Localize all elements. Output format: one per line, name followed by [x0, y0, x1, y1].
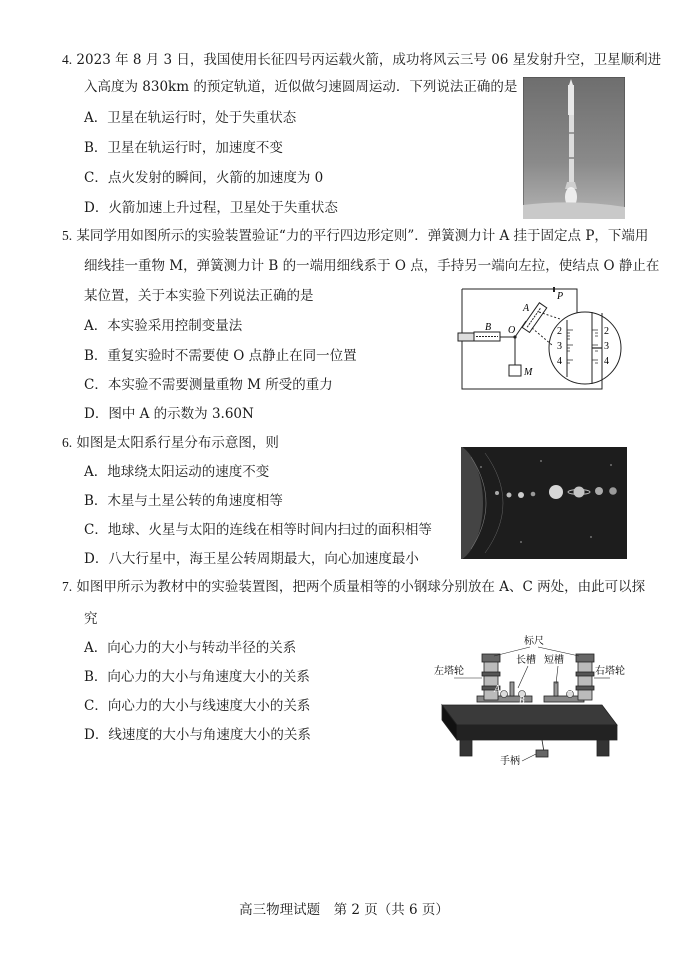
page-footer: 高三物理试题 第 2 页（共 6 页） [239, 902, 449, 918]
label-short-slot: 短槽 [544, 655, 564, 666]
scale-left-2: 2 [557, 326, 562, 337]
q4-stem-line2: 入高度为 830km 的预定轨道，近似做匀速圆周运动．下列说法正确的是 [84, 79, 518, 95]
label-pos-c: C [566, 684, 573, 695]
label-a: A [523, 303, 530, 314]
q5-number: 5. [62, 228, 73, 243]
label-handle: 手柄 [500, 756, 520, 765]
scale-right-3: 3 [604, 341, 609, 352]
scale-right-2: 2 [604, 326, 609, 337]
scale-left-3: 3 [557, 341, 562, 352]
q4-option-a: A．卫星在轨运行时，处于失重状态 [84, 110, 297, 126]
q6-number: 6. [62, 435, 73, 450]
q7-stem-line1 [62, 578, 645, 596]
q5-option-c: C．本实验不需要测量重物 M 所受的重力 [84, 377, 333, 393]
rocket-launch-photo [523, 77, 625, 219]
q4-stem-line1 [62, 51, 661, 69]
q6-option-a: A．地球绕太阳运动的速度不变 [84, 464, 270, 480]
q6-option-c: C．地球、火星与太阳的连线在相等时间内扫过的面积相等 [84, 522, 432, 538]
scale-right-4: 4 [604, 356, 609, 367]
label-b: B [485, 322, 492, 333]
q7-number: 7. [62, 579, 73, 594]
q7-stem-text-1: 如图甲所示为教材中的实验装置图，把两个质量相等的小钢球分别放在 A、C 两处，由此可以探 [76, 579, 646, 595]
q5-option-d: D．图中 A 的示数为 3.60N [84, 406, 254, 422]
q4-option-b: B．卫星在轨运行时，加速度不变 [84, 140, 283, 156]
q4-option-d: D．火箭加速上升过程，卫星处于失重状态 [84, 200, 338, 216]
q7-stem-line2: 究 [84, 611, 98, 627]
spring-scale-apparatus-diagram [452, 285, 632, 397]
label-m: M [524, 367, 533, 378]
q5-option-b: B．重复实验时不需要使 O 点静止在同一位置 [84, 348, 357, 364]
label-o: O [508, 325, 516, 336]
q4-number: 4. [62, 52, 73, 67]
q5-stem-line3: 某位置，关于本实验下列说法正确的是 [84, 288, 314, 304]
q7-option-c: C．向心力的大小与线速度大小的关系 [84, 698, 311, 714]
label-long-slot: 长槽 [516, 655, 536, 666]
q4-stem-text-1: 2023 年 8 月 3 日，我国使用长征四号丙运载火箭，成功将风云三号 06 星发射升空，卫星顺利进 [76, 52, 662, 68]
q5-stem-line1 [62, 227, 648, 245]
q7-option-b: B．向心力的大小与角速度大小的关系 [84, 669, 310, 685]
solar-system-image [461, 447, 627, 559]
q6-option-b: B．木星与土星公转的角速度相等 [84, 493, 283, 509]
q7-option-d: D．线速度的大小与角速度大小的关系 [84, 727, 311, 743]
label-left-tower-wheel: 左塔轮 [434, 666, 464, 677]
q5-stem-text-1: 某同学用如图所示的实验装置验证“力的平行四边形定则”．弹簧测力计 A 挂于固定点 P，下端用 [76, 228, 649, 244]
label-pos-b: B [519, 695, 525, 705]
label-right-tower-wheel: 右塔轮 [595, 666, 625, 677]
q7-option-a: A．向心力的大小与转动半径的关系 [84, 640, 297, 656]
q4-option-c: C．点火发射的瞬间，火箭的加速度为 0 [84, 170, 324, 186]
q5-stem-line2: 细线挂一重物 M，弹簧测力计 B 的一端用细线系于 O 点，手持另一端向左拉，使结点 O 静止在 [84, 258, 660, 274]
q6-option-d: D．八大行星中，海王星公转周期最大，向心加速度最小 [84, 551, 419, 567]
q6-stem-line1 [62, 434, 279, 452]
label-p: P [557, 291, 564, 302]
scale-left-4: 4 [557, 356, 562, 367]
label-pos-a: A [494, 684, 501, 695]
centripetal-force-apparatus-image [432, 630, 632, 765]
label-scale-ruler: 标尺 [524, 636, 544, 647]
q6-stem-text-1: 如图是太阳系行星分布示意图，则 [76, 435, 279, 451]
q5-option-a: A．本实验采用控制变量法 [84, 318, 243, 334]
